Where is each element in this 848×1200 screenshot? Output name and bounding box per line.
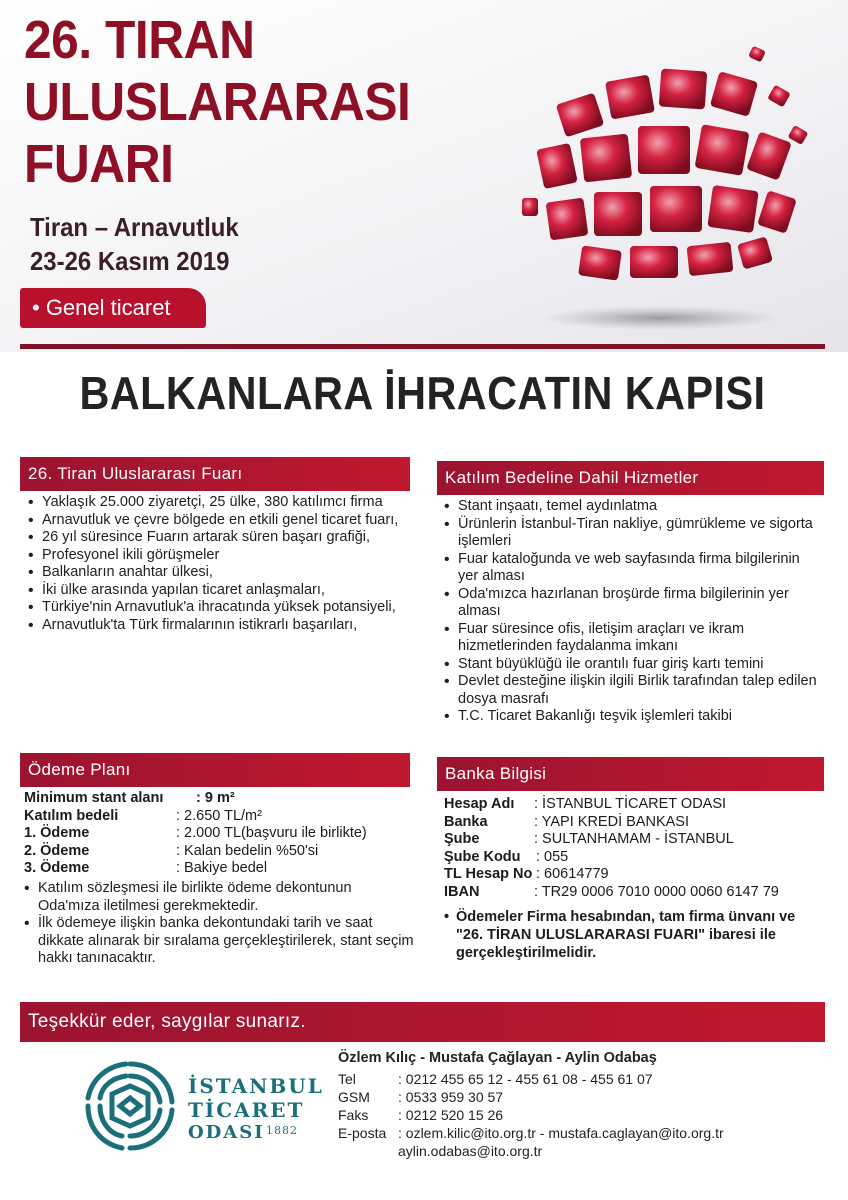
bank-row: [444, 866, 824, 884]
main-headline: BALKANLARA İHRACATIN KAPISI: [79, 367, 766, 419]
list-item: • Balkanların anahtar ülkesi,: [28, 564, 408, 582]
payment-plan-table: [24, 790, 414, 878]
fair-title-line-1: 26. TIRAN: [24, 10, 255, 70]
list-item: • Katılım sözleşmesi ile birlikte ödeme dekontunun Oda'mıza iletilmesi gerekmektedir.: [24, 880, 414, 915]
list-item: • Profesyonel ikili görüşmeler: [28, 547, 408, 565]
bank-value: : 055: [536, 848, 569, 865]
email-link[interactable]: aylin.odabas@ito.org.tr: [398, 1143, 543, 1159]
fair-section-heading: 26. Tiran Uluslararası Fuarı: [20, 457, 410, 491]
list-item: • İki ülke arasında yapılan ticaret anlaşmaları,: [28, 582, 408, 600]
bank-row: [444, 831, 824, 849]
list-item: • Devlet desteğine ilişkin ilgili Birlik tarafından talep edilen dosya masrafı: [444, 673, 822, 708]
bank-value: : 60614779: [536, 866, 609, 882]
email-link[interactable]: : ozlem.kilic@ito.org.tr - mustafa.caglayan@ito.org.tr: [398, 1125, 724, 1141]
category-tag: • Genel ticaret: [20, 288, 206, 328]
hero-banner: [0, 0, 848, 352]
bank-label: Şube: [444, 831, 480, 847]
payment-row: [24, 825, 414, 843]
payment-row: [24, 790, 414, 808]
bank-label: IBAN: [444, 883, 480, 900]
bank-row: [444, 849, 824, 867]
list-item: • Stant büyüklüğü ile orantılı fuar giriş kartı temini: [444, 656, 822, 674]
contact-label: E-posta: [338, 1125, 387, 1141]
included-services-heading: Katılım Bedeline Dahil Hizmetler: [437, 461, 824, 495]
list-item: • Türkiye'nin Arnavutluk'a ihracatında yüksek potansiyeli,: [28, 599, 408, 617]
payment-label: 3. Ödeme: [24, 860, 90, 876]
payment-label: Minimum stant alanı: [24, 790, 164, 806]
payment-label: 2. Ödeme: [24, 842, 90, 859]
bank-row: [444, 796, 824, 814]
payment-label: Katılım bedeli: [24, 807, 119, 824]
payment-notes-list: [24, 880, 414, 968]
payment-value: : 9 m²: [196, 790, 235, 806]
list-item: • Arnavutluk ve çevre bölgede en etkili genel ticaret fuarı,: [28, 512, 408, 530]
list-item: • Arnavutluk'ta Türk firmalarının istikrarlı başarıları,: [28, 617, 408, 635]
bank-label: Banka: [444, 813, 488, 830]
logo-text-line-2: TİCARET: [188, 1098, 305, 1122]
list-item: • T.C. Ticaret Bakanlığı teşvik işlemleri takibi: [444, 708, 822, 726]
contact-value: : 0212 455 65 12 - 455 61 08 - 455 61 07: [398, 1071, 653, 1087]
list-item: • Ürünlerin İstanbul-Tiran nakliye, gümrükleme ve sigorta işlemleri: [444, 516, 822, 551]
header-divider: [20, 344, 825, 349]
payment-row: [24, 808, 414, 826]
logo-text-line-3: ODASI: [188, 1122, 265, 1143]
payment-value: : 2.650 TL/m²: [176, 807, 262, 824]
bank-value: : TR29 0006 7010 0000 0060 6147 79: [534, 883, 779, 900]
bank-info-table: [444, 796, 824, 901]
fair-dates: 23-26 Kasım 2019: [30, 246, 230, 276]
bank-label: TL Hesap No: [444, 866, 533, 882]
bank-value: : İSTANBUL TİCARET ODASI: [534, 796, 727, 812]
logo-year: 1882: [266, 1124, 298, 1137]
bank-label: Şube Kodu: [444, 848, 521, 865]
contact-label: GSM: [338, 1089, 370, 1105]
list-item: • Fuar kataloğunda ve web sayfasında firma bilgilerinin yer alması: [444, 551, 822, 586]
list-item: • Oda'mızca hazırlanan broşürde firma bilgilerinin yer alması: [444, 586, 822, 621]
contact-label: Faks: [338, 1107, 369, 1123]
fair-title-line-2: ULUSLARARASI: [24, 72, 411, 132]
fair-highlights-list: [28, 494, 408, 634]
payment-value: : Bakiye bedel: [176, 860, 268, 876]
payment-plan-heading: Ödeme Planı: [20, 753, 410, 787]
logo-text-line-1: İSTANBUL: [188, 1074, 324, 1098]
list-item: • Yaklaşık 25.000 ziyaretçi, 25 ülke, 380 katılımcı firma: [28, 494, 408, 512]
payment-value: : 2.000 TL(başvuru ile birlikte): [176, 825, 367, 841]
fair-location: Tiran – Arnavutluk: [30, 212, 239, 242]
contact-names: Özlem Kılıç - Mustafa Çağlayan - Aylin Odabaş: [338, 1050, 657, 1066]
list-item: • Fuar süresince ofis, iletişim araçları ve ikram hizmetlerinden faydalanma imkanı: [444, 621, 822, 656]
chamber-logo-icon: [82, 1058, 178, 1154]
globe-graphic: [500, 18, 830, 348]
contact-value: : 0212 520 15 26: [398, 1107, 504, 1123]
bank-row: [444, 814, 824, 832]
included-services-list: [444, 498, 822, 726]
bank-value: : SULTANHAMAM - İSTANBUL: [534, 831, 734, 847]
bank-label: Hesap Adı: [444, 796, 515, 812]
payment-value: : Kalan bedelin %50'si: [176, 842, 319, 859]
payment-row: [24, 843, 414, 861]
fair-title-line-3: FUARI: [24, 134, 174, 194]
list-item: • Stant inşaatı, temel aydınlatma: [444, 498, 822, 516]
contact-label: Tel: [338, 1071, 356, 1087]
bank-value: : YAPI KREDİ BANKASI: [534, 813, 689, 830]
bank-info-heading: Banka Bilgisi: [437, 757, 824, 791]
list-item: • İlk ödemeye ilişkin banka dekontundaki tarih ve saat dikkate alınarak bir sıralama gerçekleştirilerek, stant seçim hakkı tanınacaktır.: [24, 915, 414, 968]
payment-row: [24, 860, 414, 878]
contact-value: : 0533 959 30 57: [398, 1089, 504, 1105]
payment-label: 1. Ödeme: [24, 825, 90, 841]
bank-payment-note: • Ödemeler Firma hesabından, tam firma ünvanı ve "26. TİRAN ULUSLARARASI FUARI" ibaresi ile gerçekleştirilmelidir.: [444, 908, 824, 962]
bank-row: [444, 884, 824, 902]
thanks-bar: Teşekkür eder, saygılar sunarız.: [20, 1002, 825, 1042]
list-item: • 26 yıl süresince Fuarın artarak süren başarı grafiği,: [28, 529, 408, 547]
